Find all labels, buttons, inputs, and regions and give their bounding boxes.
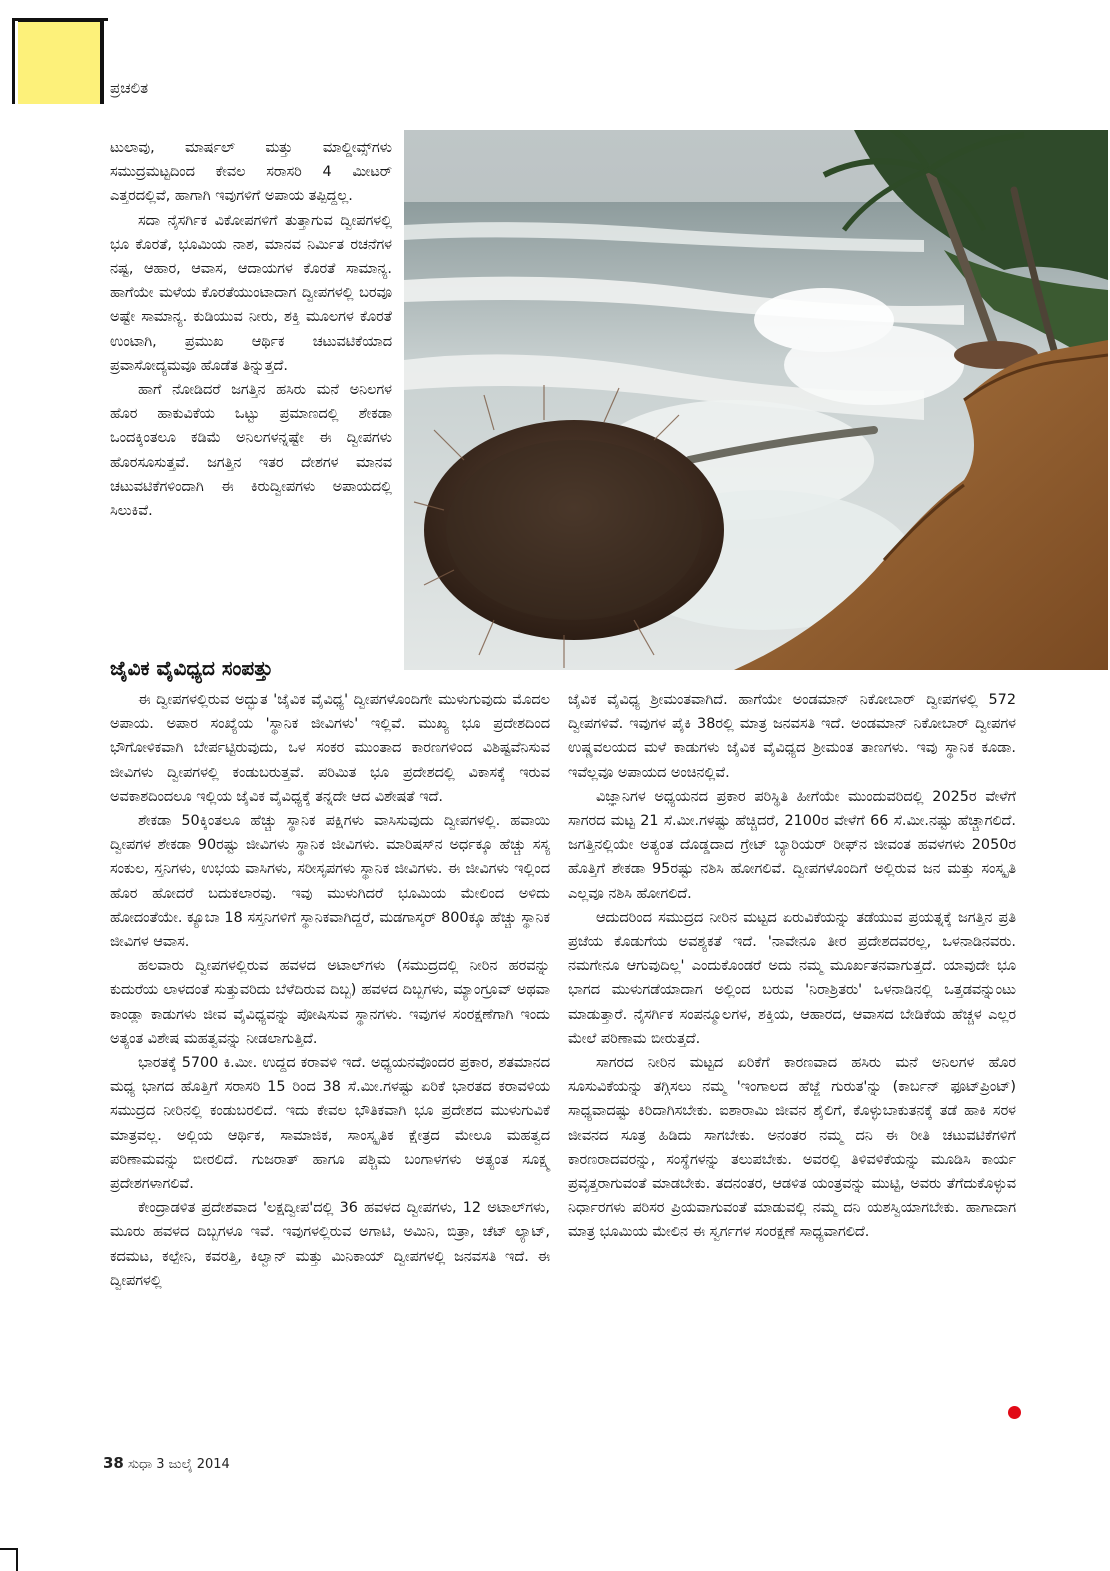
top-text-column (110, 136, 392, 523)
paragraph: ಸದಾ ನೈಸರ್ಗಿಕ ವಿಕೋಪಗಳಿಗೆ ತುತ್ತಾಗುವ ದ್ವೀಪಗಳಲ್ಲಿ ಭೂ ಕೊರತೆ, ಭೂಮಿಯ ನಾಶ, ಮಾನವ ನಿರ್ಮಿತ ರಚನೆಗಳ ನಷ್ಟ, ಆಹಾರ, ಆವಾಸ, ಆದಾಯಗಳ ಕೊರತೆ ಸಾಮಾನ್ಯ. ಹಾಗೆಯೇ ಮಳೆಯ ಕೊರತೆಯುಂಟಾದಾಗ ದ್ವೀಪಗಳಲ್ಲಿ ಬರವೂ ಅಷ್ಟೇ ಸಾಮಾನ್ಯ. ಕುಡಿಯುವ ನೀರು, ಶಕ್ತಿ ಮೂಲಗಳ ಕೊರತೆ ಉಂಟಾಗಿ, ಪ್ರಮುಖ ಆರ್ಥಿಕ ಚಟುವಟಿಕೆಯಾದ ಪ್ರವಾಸೋದ್ಯಮವೂ ಹೊಡೆತ ತಿನ್ನುತ್ತದೆ. (110, 212, 392, 374)
crop-mark-left (12, 18, 15, 104)
paragraph: ಕೇಂದ್ರಾಡಳಿತ ಪ್ರದೇಶವಾದ 'ಲಕ್ಷದ್ವೀಪ'ದಲ್ಲಿ 36 ಹವಳದ ದ್ವೀಪಗಳು, 12 ಅಟಾಲ್‌ಗಳು, ಮೂರು ಹವಳದ ದಿಬ್ಬಗಳೂ ಇವೆ. ಇವುಗಳಲ್ಲಿರುವ ಅಗಾಟಿ, ಅಮಿನಿ, ಬಿತ್ರಾ, ಚೆಟ್ ಲ್ಯಾಟ್, ಕದಮಟ, ಕಲ್ಪೇನಿ, ಕವರತ್ತಿ, ಕಿಲ್ವಾನ್ ಮತ್ತು ಮಿನಿಕಾಯ್ ದ್ವೀಪಗಳಲ್ಲಿ ಜನವಸತಿ ಇದೆ. ಈ ದ್ವೀಪಗಳಲ್ಲಿ (110, 1200, 550, 1289)
paragraph: ವಿಜ್ಞಾನಿಗಳ ಅಧ್ಯಯನದ ಪ್ರಕಾರ ಪರಿಸ್ಥಿತಿ ಹೀಗೆಯೇ ಮುಂದುವರಿದಲ್ಲಿ 2025ರ ವೇಳೆಗೆ ಸಾಗರದ ಮಟ್ಟ 21 ಸೆ.ಮೀ.ಗಳಷ್ಟು ಹೆಚ್ಚಿದರೆ, 2100ರ ವೇಳೆಗೆ 66 ಸೆ.ಮೀ.ನಷ್ಟು ಹೆಚ್ಚಾಗಲಿದೆ. ಜಗತ್ತಿನಲ್ಲಿಯೇ ಅತ್ಯಂತ ದೊಡ್ಡದಾದ ಗ್ರೇಟ್ ಬ್ಯಾರಿಯರ್ ರೀಫ್‌ನ ಜೀವಂತ ಹವಳಗಳು 2050ರ ಹೊತ್ತಿಗೆ ಶೇಕಡಾ 95ರಷ್ಟು ನಶಿಸಿ ಹೋಗಲಿವೆ. ದ್ವೀಪಗಳೊಂದಿಗೆ ಅಲ್ಲಿರುವ ಜನ ಮತ್ತು ಸಂಸ್ಕೃತಿ ಎಲ್ಲವೂ ನಶಿಸಿ ಹೋಗಲಿದೆ. (568, 788, 1016, 902)
end-of-article-dot (1008, 1406, 1021, 1419)
crop-mark-bottom-vertical (16, 1550, 18, 1571)
paragraph: ಶೇಕಡಾ 50ಕ್ಕಿಂತಲೂ ಹೆಚ್ಚು ಸ್ಥಾನಿಕ ಪಕ್ಷಿಗಳು ವಾಸಿಸುವುದು ದ್ವೀಪಗಳಲ್ಲಿ. ಹವಾಯಿ ದ್ವೀಪಗಳ ಶೇಕಡಾ 90ರಷ್ಟು ಜೀವಿಗಳು ಸ್ಥಾನಿಕ ಜೀವಿಗಳು. ಮಾರಿಷಸ್‌ನ ಅರ್ಧಕ್ಕೂ ಹೆಚ್ಚು ಸಸ್ಯ ಸಂಕುಲ, ಸ್ತನಿಗಳು, ಉಭಯ ವಾಸಿಗಳು, ಸರೀಸೃಪಗಳು ಸ್ಥಾನಿಕ ಜೀವಿಗಳು. ಈ ಜೀವಿಗಳು ಇಲ್ಲಿಂದ ಹೊರ ಹೋದರೆ ಬದುಕಲಾರವು. ಇವು ಮುಳುಗಿದರೆ ಭೂಮಿಯ ಮೇಲಿಂದ ಅಳಿದು ಹೋದಂತೆಯೇ. ಕ್ಯೂಬಾ 18 ಸಸ್ತನಿಗಳಿಗೆ ಸ್ಥಾನಿಕವಾಗಿದ್ದರೆ, ಮಡಗಾಸ್ಕರ್ 800ಕ್ಕೂ ಹೆಚ್ಚು ಸ್ಥಾನಿಕ ಜೀವಿಗಳ ಆವಾಸ. (110, 813, 550, 951)
paragraph: ಸಾಗರದ ನೀರಿನ ಮಟ್ಟದ ಏರಿಕೆಗೆ ಕಾರಣವಾದ ಹಸಿರು ಮನೆ ಅನಿಲಗಳ ಹೊರ ಸೂಸುವಿಕೆಯನ್ನು ತಗ್ಗಿಸಲು ನಮ್ಮ 'ಇಂಗಾಲದ ಹೆಜ್ಜೆ ಗುರುತ'ನ್ನು (ಕಾರ್ಬನ್ ಫೂಟ್‌ಪ್ರಿಂಟ್) ಸಾಧ್ಯವಾದಷ್ಟು ಕಿರಿದಾಗಿಸಬೇಕು. ಐಶಾರಾಮಿ ಜೀವನ ಶೈಲಿಗೆ, ಕೊಳ್ಳುಬಾಕುತನಕ್ಕೆ ತಡೆ ಹಾಕಿ ಸರಳ ಜೀವನದ ಸೂತ್ರ ಹಿಡಿದು ಸಾಗಬೇಕು. ಅನಂತರ ನಮ್ಮ ದನಿ ಈ ರೀತಿ ಚಟುವಟಿಕೆಗಳಿಗೆ ಕಾರಣರಾದವರನ್ನು, ಸಂಸ್ಥೆಗಳನ್ನು ತಲುಪಬೇಕು. ಅವರಲ್ಲಿ ತಿಳಿವಳಿಕೆಯನ್ನು ಮೂಡಿಸಿ ಕಾರ್ಯ ಪ್ರವೃತ್ತರಾಗುವಂತೆ ಮಾಡಬೇಕು. ತದನಂತರ, ಆಡಳಿತ ಯಂತ್ರವನ್ನು ಮುಟ್ಟಿ, ಅವರು ತೆಗೆದುಕೊಳ್ಳುವ ನಿರ್ಧಾರಗಳು ಪರಿಸರ ಪ್ರಿಯವಾಗುವಂತೆ ಮಾಡುವಲ್ಲಿ ನಮ್ಮ ದನಿ ಯಶಸ್ವಿಯಾಗಬೇಕು. ಹಾಗಾದಾಗ ಮಾತ್ರ ಭೂಮಿಯ ಮೇಲಿನ ಈ ಸ್ವರ್ಗಗಳ ಸಂರಕ್ಷಣೆ ಸಾಧ್ಯವಾಗಲಿದೆ. (568, 1055, 1016, 1241)
section-color-tab (18, 18, 104, 104)
magazine-name: ಸುಧಾ (128, 1457, 153, 1472)
left-text-column (110, 688, 550, 1293)
paragraph: ಹಾಗೆ ನೋಡಿದರೆ ಜಗತ್ತಿನ ಹಸಿರು ಮನೆ ಅನಿಲಗಳ ಹೊರ ಹಾಕುವಿಕೆಯ ಒಟ್ಟು ಪ್ರಮಾಣದಲ್ಲಿ ಶೇಕಡಾ ಒಂದಕ್ಕಿಂತಲೂ ಕಡಿಮೆ ಅನಿಲಗಳನ್ನಷ್ಟೇ ಈ ದ್ವೀಪಗಳು ಹೊರಸೂಸುತ್ತವೆ. ಜಗತ್ತಿನ ಇತರ ದೇಶಗಳ ಮಾನವ ಚಟುವಟಿಕೆಗಳಿಂದಾಗಿ ಈ ಕಿರುದ್ವೀಪಗಳು ಅಪಾಯದಲ್ಲಿ ಸಿಲುಕಿವೆ. (110, 382, 392, 520)
paragraph: ಈ ದ್ವೀಪಗಳಲ್ಲಿರುವ ಅದ್ಭುತ 'ಜೈವಿಕ ವೈವಿಧ್ಯ' ದ್ವೀಪಗಳೊಂದಿಗೇ ಮುಳುಗುವುದು ಮೊದಲ ಅಪಾಯ. ಅಪಾರ ಸಂಖ್ಯೆಯ 'ಸ್ಥಾನಿಕ ಜೀವಿಗಳು' ಇಲ್ಲಿವೆ. ಮುಖ್ಯ ಭೂ ಪ್ರದೇಶದಿಂದ ಭೌಗೋಳಿಕವಾಗಿ ಬೇರ್ಪಟ್ಟಿರುವುದು, ಒಳ ಸಂಕರ ಮುಂತಾದ ಕಾರಣಗಳಿಂದ ವಿಶಿಷ್ಟವೆನಿಸುವ ಜೀವಿಗಳು ದ್ವೀಪಗಳಲ್ಲಿ ಕಂಡುಬರುತ್ತವೆ. ಪರಿಮಿತ ಭೂ ಪ್ರದೇಶದಲ್ಲಿ ವಿಕಾಸಕ್ಕೆ ಇರುವ ಅವಕಾಶದಿಂದಲೂ ಇಲ್ಲಿಯ ಜೈವಿಕ ವೈವಿಧ್ಯಕ್ಕೆ ತನ್ನದೇ ಆದ ವಿಶೇಷತೆ ಇದೆ. (110, 692, 550, 805)
page-number: 38 (103, 1454, 124, 1472)
page-folio (103, 1454, 230, 1472)
right-text-column (568, 688, 1016, 1245)
issue-date: 3 ಜುಲೈ 2014 (156, 1457, 230, 1472)
paragraph: ಟುಲಾವು, ಮಾರ್ಷಲ್ ಮತ್ತು ಮಾಲ್ಡೀವ್ಸ್‌ಗಳು ಸಮುದ್ರಮಟ್ಟದಿಂದ ಕೇವಲ ಸರಾಸರಿ 4 ಮೀಟರ್ ಎತ್ತರದಲ್ಲಿವೆ, ಹಾಗಾಗಿ ಇವುಗಳಿಗೆ ಅಪಾಯ ತಪ್ಪಿದ್ದಲ್ಲ. (110, 140, 392, 205)
subheading: ಜೈವಿಕ ವೈವಿಧ್ಯದ ಸಂಪತ್ತು (110, 656, 273, 680)
paragraph: ಭಾರತಕ್ಕೆ 5700 ಕಿ.ಮೀ. ಉದ್ದದ ಕರಾವಳಿ ಇದೆ. ಅಧ್ಯಯನವೊಂದರ ಪ್ರಕಾರ, ಶತಮಾನದ ಮಧ್ಯ ಭಾಗದ ಹೊತ್ತಿಗೆ ಸರಾಸರಿ 15 ರಿಂದ 38 ಸೆ.ಮೀ.ಗಳಷ್ಟು ಏರಿಕೆ ಭಾರತದ ಕರಾವಳಿಯ ಸಮುದ್ರದ ನೀರಿನಲ್ಲಿ ಕಂಡುಬರಲಿದೆ. ಇದು ಕೇವಲ ಭೌತಿಕವಾಗಿ ಭೂ ಪ್ರದೇಶದ ಮುಳುಗುವಿಕೆ ಮಾತ್ರವಲ್ಲ. ಅಲ್ಲಿಯ ಆರ್ಥಿಕ, ಸಾಮಾಜಿಕ, ಸಾಂಸ್ಕೃತಿಕ ಕ್ಷೇತ್ರದ ಮೇಲೂ ಮಹತ್ವದ ಪರಿಣಾಮವನ್ನು ಬೀರಲಿದೆ. ಗುಜರಾತ್ ಹಾಗೂ ಪಶ್ಚಿಮ ಬಂಗಾಳಗಳು ಅತ್ಯಂತ ಸೂಕ್ಷ್ಮ ಪ್ರದೇಶಗಳಾಗಲಿವೆ. (110, 1055, 550, 1193)
paragraph: ಜೈವಿಕ ವೈವಿಧ್ಯ ಶ್ರೀಮಂತವಾಗಿದೆ. ಹಾಗೆಯೇ ಅಂಡಮಾನ್ ನಿಕೋಬಾರ್ ದ್ವೀಪಗಳಲ್ಲಿ 572 ದ್ವೀಪಗಳಿವೆ. ಇವುಗಳ ಪೈಕಿ 38ರಲ್ಲಿ ಮಾತ್ರ ಜನವಸತಿ ಇದೆ. ಅಂಡಮಾನ್ ನಿಕೋಬಾರ್ ದ್ವೀಪಗಳ ಉಷ್ಣವಲಯದ ಮಳೆ ಕಾಡುಗಳು ಜೈವಿಕ ವೈವಿಧ್ಯದ ಶ್ರೀಮಂತ ತಾಣಗಳು. ಇವು ಸ್ಥಾನಿಕ ಕೂಡಾ. ಇವೆಲ್ಲವೂ ಅಪಾಯದ ಅಂಚಿನಲ್ಲಿವೆ. (568, 692, 1016, 781)
paragraph: ಹಲವಾರು ದ್ವೀಪಗಳಲ್ಲಿರುವ ಹವಳದ ಅಟಾಲ್‌ಗಳು (ಸಮುದ್ರದಲ್ಲಿ ನೀರಿನ ಹರವನ್ನು ಕುದುರೆಯ ಲಾಳದಂತೆ ಸುತ್ತುವರಿದು ಬೆಳೆದಿರುವ ದಿಬ್ಬ) ಹವಳದ ದಿಬ್ಬಗಳು, ಮ್ಯಾಂಗ್ರೂವ್ ಅಥವಾ ಕಾಂಡ್ಲಾ ಕಾಡುಗಳು ಜೀವ ವೈವಿಧ್ಯವನ್ನು ಪೋಷಿಸುವ ಸ್ಥಾನಗಳು. ಇವುಗಳ ಸಂರಕ್ಷಣೆಗಾಗಿ ಇಂದು ಅತ್ಯಂತ ವಿಶೇಷ ಮಹತ್ವವನ್ನು ನೀಡಲಾಗುತ್ತಿದೆ. (110, 958, 550, 1047)
coastal-erosion-photo (404, 130, 1108, 670)
paragraph: ಆದುದರಿಂದ ಸಮುದ್ರದ ನೀರಿನ ಮಟ್ಟದ ಏರುವಿಕೆಯನ್ನು ತಡೆಯುವ ಪ್ರಯತ್ನಕ್ಕೆ ಜಗತ್ತಿನ ಪ್ರತಿ ಪ್ರಜೆಯ ಕೊಡುಗೆಯ ಅವಶ್ಯಕತೆ ಇದೆ. 'ನಾವೇನೂ ತೀರ ಪ್ರದೇಶದವರಲ್ಲ, ಒಳನಾಡಿನವರು. ನಮಗೇನೂ ಆಗುವುದಿಲ್ಲ' ಎಂದುಕೊಂಡರೆ ಅದು ನಮ್ಮ ಮೂರ್ಖತನವಾಗುತ್ತದೆ. ಯಾವುದೇ ಭೂ ಭಾಗದ ಮುಳುಗಡೆಯಾದಾಗ ಅಲ್ಲಿಂದ ಬರುವ 'ನಿರಾಶ್ರಿತರು' ಒಳನಾಡಿನಲ್ಲಿ ಒತ್ತಡವನ್ನುಂಟು ಮಾಡುತ್ತಾರೆ. ನೈಸರ್ಗಿಕ ಸಂಪನ್ಮೂಲಗಳ, ಶಕ್ತಿಯ, ಆಹಾರದ, ಆವಾಸದ ಬೇಡಿಕೆಯ ಹೆಚ್ಚಳ ಎಲ್ಲರ ಮೇಲೆ ಪರಿಣಾಮ ಬೀರುತ್ತದೆ. (568, 909, 1016, 1047)
section-label: ಪ್ರಚಲಿತ (110, 79, 149, 97)
